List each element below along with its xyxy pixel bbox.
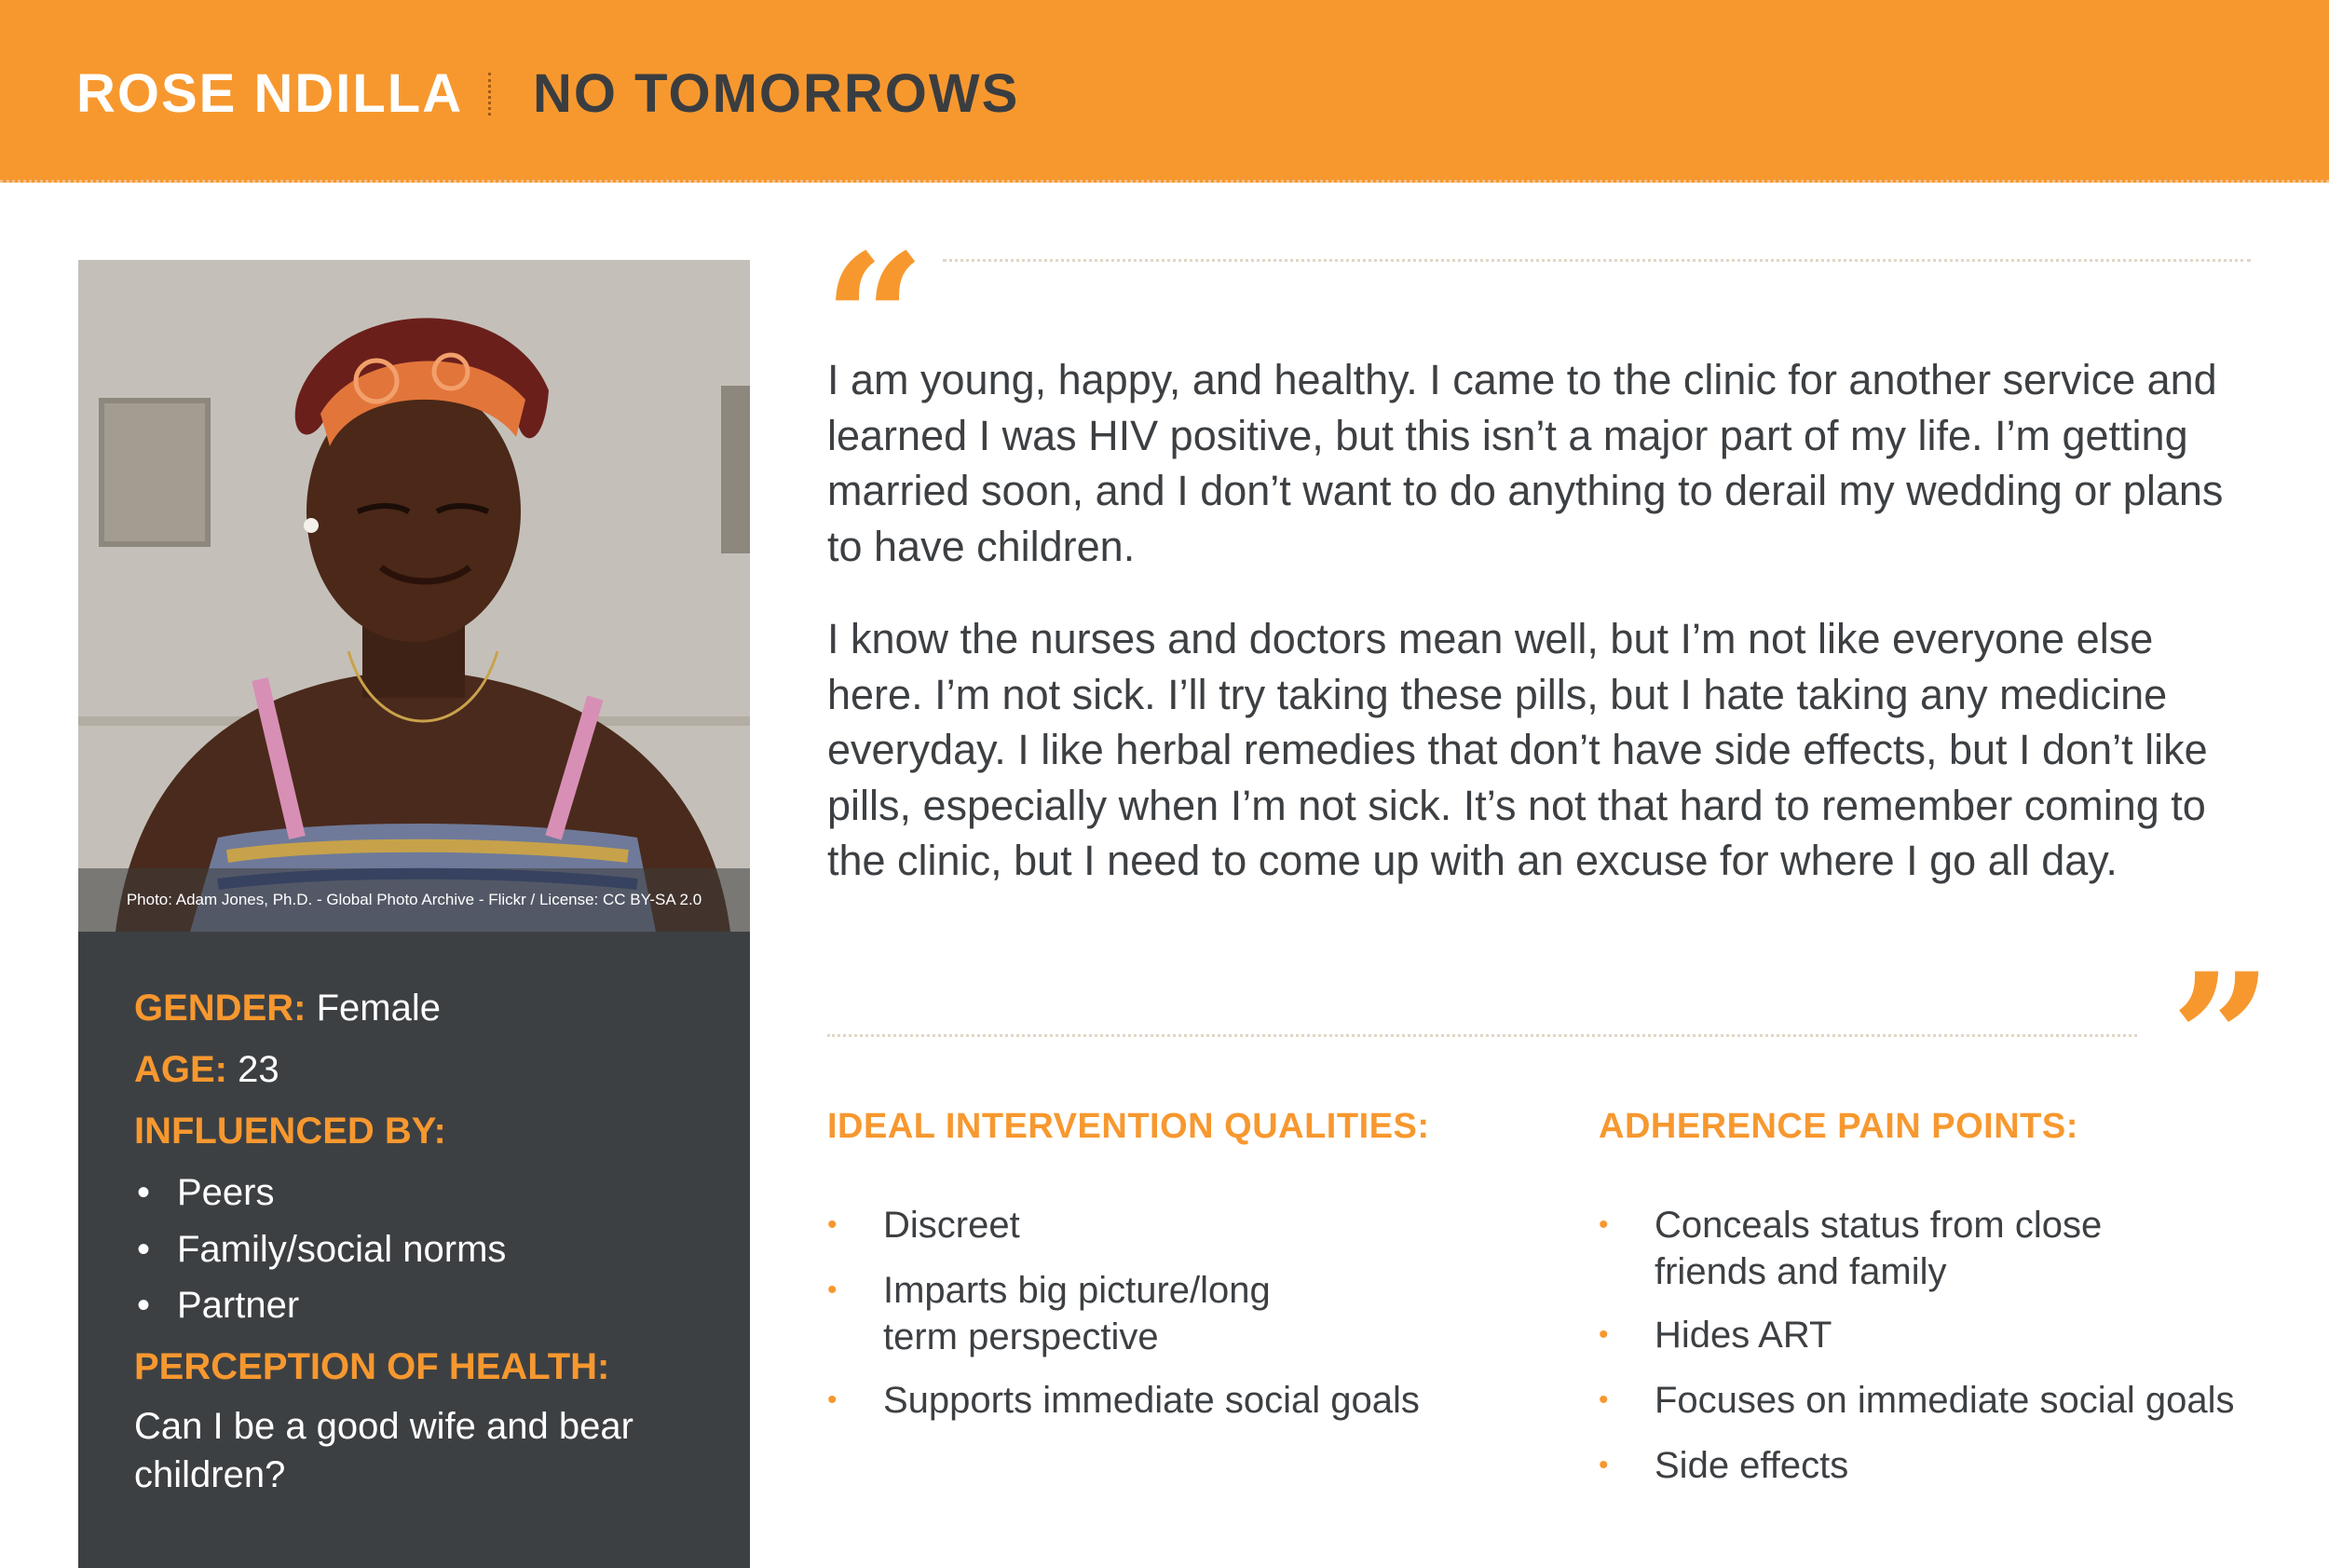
bullet-icon: • — [827, 1384, 838, 1415]
list-item — [1599, 1377, 2325, 1424]
list-item — [134, 1283, 299, 1328]
list-item — [1599, 1442, 2158, 1489]
gender-value: Female — [316, 988, 441, 1029]
header-bar — [0, 0, 2329, 183]
close-quote-icon: ” — [2171, 934, 2273, 1142]
perception-value: Can I be a good wife and bear children? — [134, 1406, 633, 1495]
profile-panel — [78, 932, 750, 1568]
ideal-item: Supports immediate social goals — [883, 1380, 1420, 1421]
quote-text-2: I know the nurses and doctors mean well, but I’m not like everyone else here. I’m not sick. I’ll try taking these pills, but I hate taking any medicine everyday. I like herbal remedies that don’t have side effects, but I don’t like pills, especially when I’m not sick. It’s not that hard to remember coming to the clinic, but I need to come up with an excuse for where I go all day. — [827, 615, 2208, 884]
quote-top-divider — [943, 259, 2251, 262]
age-value: 23 — [238, 1049, 279, 1090]
quote-paragraph-1 — [827, 352, 2243, 574]
pain-item: Conceals status from close friends and family — [1655, 1205, 2103, 1292]
pain-item: Side effects — [1655, 1445, 1849, 1486]
perception-label — [134, 1344, 609, 1389]
gender-row — [134, 986, 441, 1030]
pain-item: Focuses on immediate social goals — [1655, 1380, 2235, 1421]
pain-item: Hides ART — [1655, 1315, 1832, 1356]
header-divider — [488, 73, 491, 116]
bullet-icon: • — [827, 1209, 838, 1240]
list-item — [827, 1377, 1479, 1424]
perception-label-text: PERCEPTION OF HEALTH: — [134, 1346, 610, 1387]
persona-photo — [78, 260, 750, 932]
quote-text-1: I am young, happy, and healthy. I came to the clinic for another service and learned I was HIV positive, but this isn’t a major part of my life. I’m getting married soon, and I don’t want to do anything to derail my wedding or plans to have children. — [827, 356, 2224, 570]
age-label: AGE: — [134, 1049, 227, 1090]
bullet-icon: • — [1599, 1450, 1609, 1480]
influence-item: Peers — [177, 1172, 275, 1213]
pain-points-heading: ADHERENCE PAIN POINTS: — [1599, 1107, 2078, 1146]
list-item — [1599, 1312, 2158, 1358]
list-item — [1599, 1202, 2158, 1295]
persona-archetype-title: NO TOMORROWS — [533, 63, 1020, 124]
bullet-icon: • — [137, 1285, 151, 1326]
ideal-item: Imparts big picture/long term perspective — [883, 1270, 1271, 1357]
list-item — [827, 1202, 1386, 1248]
portrait-illustration — [78, 260, 750, 932]
ideal-item: Discreet — [883, 1205, 1020, 1246]
bullet-icon: • — [827, 1275, 838, 1305]
bullet-icon: • — [1599, 1319, 1609, 1350]
bullet-icon: • — [137, 1172, 151, 1213]
bullet-icon: • — [137, 1229, 151, 1270]
bullet-icon: • — [1599, 1384, 1609, 1415]
age-row — [134, 1047, 279, 1092]
influenced-label-text: INFLUENCED BY: — [134, 1111, 446, 1152]
list-item — [134, 1227, 506, 1272]
gender-label: GENDER: — [134, 988, 306, 1029]
influenced-label — [134, 1109, 446, 1153]
photo-credit: Photo: Adam Jones, Ph.D. - Global Photo Archive - Flickr / License: CC BY-SA 2.0 — [78, 868, 750, 932]
open-quote-icon: “ — [824, 215, 926, 423]
list-item — [134, 1170, 275, 1215]
quote-paragraph-2 — [827, 611, 2243, 889]
persona-name: ROSE NDILLA — [76, 63, 464, 124]
influence-item: Family/social norms — [177, 1229, 507, 1270]
ideal-qualities-heading: IDEAL INTERVENTION QUALITIES: — [827, 1107, 1430, 1146]
list-item — [827, 1267, 1312, 1360]
influence-item: Partner — [177, 1285, 300, 1326]
quote-bottom-divider — [827, 1034, 2137, 1037]
bullet-icon: • — [1599, 1209, 1609, 1240]
